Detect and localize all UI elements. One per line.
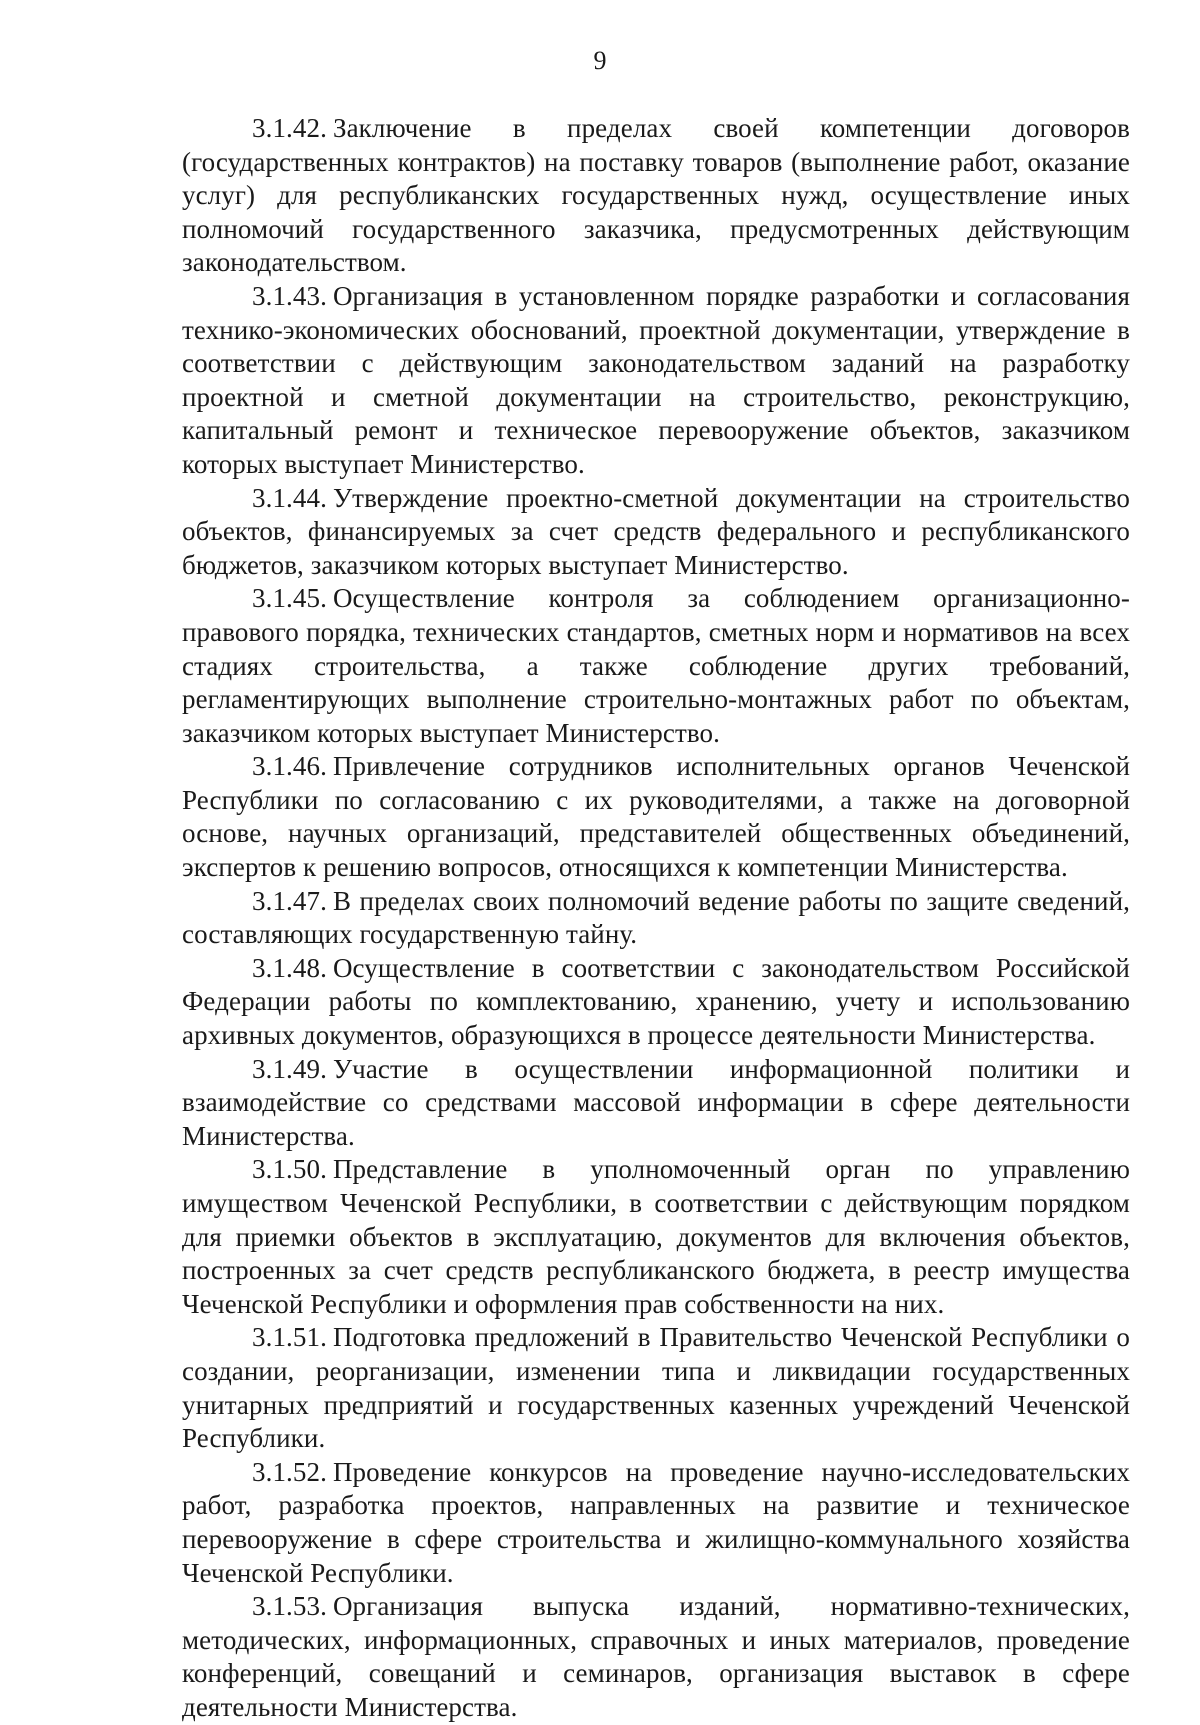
clause-number: 3.1.51. (252, 1322, 327, 1353)
clause-3-1-42 (182, 112, 1130, 280)
clause-text: Представление в уполномоченный орган по управлению имуществом Чеченской Республики, в соответствии с действующим порядком для приемки объектов в эксплуатацию, документов для включения объектов, построенных за счет средств республиканского бюджета, в реестр имущества Чеченской Республики и оформления прав собственности на них. (182, 1154, 1130, 1319)
clause-number: 3.1.53. (252, 1591, 327, 1622)
page-number: 9 (593, 46, 607, 75)
clause-3-1-46 (182, 750, 1130, 884)
clause-text: Утверждение проектно-сметной документации на строительство объектов, финансируемых за счет средств федерального и республиканского бюджетов, заказчиком которых выступает Министерство. (182, 482, 1130, 580)
clause-number: 3.1.47. (252, 885, 327, 916)
clause-text: Подготовка предложений в Правительство Чеченской Республики о создании, реорганизации, изменении типа и ликвидации государственных унитарных предприятий и государственных казенных учреждений Чеченской Республики. (182, 1322, 1130, 1454)
clause-text: Заключение в пределах своей компетенции договоров (государственных контрактов) на поставку товаров (выполнение работ, оказание услуг) для республиканских государственных нужд, осуществление иных полномочий государственного заказчика, предусмотренных действующим законодательством. (182, 113, 1130, 278)
clause-3-1-48 (182, 952, 1130, 1053)
clause-3-1-49 (182, 1053, 1130, 1154)
clause-3-1-52 (182, 1456, 1130, 1590)
clause-number: 3.1.45. (252, 583, 327, 614)
clause-3-1-50 (182, 1153, 1130, 1321)
clause-number: 3.1.44. (252, 482, 327, 513)
clause-number: 3.1.50. (252, 1154, 327, 1185)
clause-text: Участие в осуществлении информационной политики и взаимодействие со средствами массовой информации в сфере деятельности Министерства. (182, 1053, 1130, 1151)
document-body (182, 112, 1130, 1725)
clause-3-1-45 (182, 582, 1130, 750)
clause-3-1-47 (182, 885, 1130, 952)
clause-number: 3.1.52. (252, 1456, 327, 1487)
clause-number: 3.1.46. (252, 751, 327, 782)
clause-text: Осуществление в соответствии с законодательством Российской Федерации работы по комплектованию, хранению, учету и использованию архивных документов, образующихся в процессе деятельности Министерства. (182, 952, 1130, 1051)
clause-3-1-44 (182, 482, 1130, 583)
clause-text: Проведение конкурсов на проведение научно-исследовательских работ, разработка проектов, направленных на развитие и техническое перевооружение в сфере строительства и жилищно-коммунального хозяйства Чеченской Республики. (182, 1456, 1130, 1588)
clause-number: 3.1.43. (252, 280, 327, 311)
clause-number: 3.1.42. (252, 113, 327, 143)
clause-text: Привлечение сотрудников исполнительных органов Чеченской Республики по согласованию с их руководителями, а также на договорной основе, научных организаций, представителей общественных объединений, экспертов к решению вопросов, относящихся к компетенции Министерства. (182, 751, 1130, 883)
clause-3-1-43 (182, 280, 1130, 482)
clause-text: В пределах своих полномочий ведение работы по защите сведений, составляющих государственную тайну. (182, 885, 1130, 950)
clause-3-1-51 (182, 1321, 1130, 1455)
clause-3-1-53 (182, 1590, 1130, 1724)
clause-text: Организация выпуска изданий, нормативно-технических, методических, информационных, справочных и иных материалов, проведение конференций, совещаний и семинаров, организация выставок в сфере деятельности Министерства. (182, 1591, 1130, 1722)
clause-text: Осуществление контроля за соблюдением организационно-правового порядка, технических стандартов, сметных норм и нормативов на всех стадиях строительства, а также соблюдение других требований, регламентирующих выполнение строительно-монтажных работ по объектам, заказчиком которых выступает Министерство. (182, 583, 1130, 748)
clause-text: Организация в установленном порядке разработки и согласования технико-экономических обоснований, проектной документации, утверждение в соответствии с действующим законодательством заданий на разработку проектной и сметной документации на строительство, реконструкцию, капитальный ремонт и техническое перевооружение объектов, заказчиком которых выступает Министерство. (182, 280, 1130, 479)
clause-number: 3.1.49. (252, 1053, 327, 1084)
clause-number: 3.1.48. (252, 952, 327, 983)
